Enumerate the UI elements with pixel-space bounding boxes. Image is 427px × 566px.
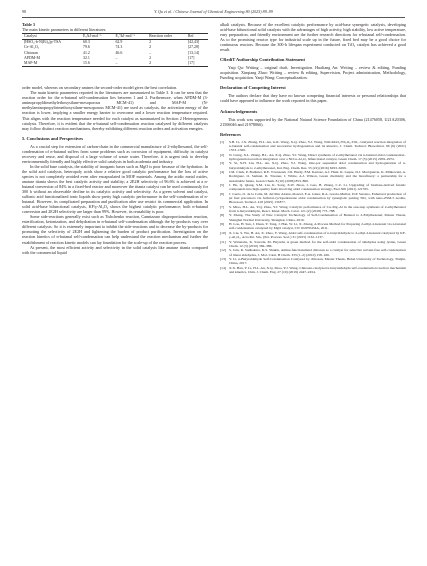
column-header: Catalyst bbox=[24, 34, 37, 38]
reference-number: [10] bbox=[220, 230, 226, 235]
body-paragraph: At present, the most efficient activity and selectivity in the solid catalysts like anatase titania compared with the commercial liquid bbox=[22, 244, 208, 255]
acknowledgements-heading: Acknowledgements bbox=[220, 108, 258, 114]
table-cell: [17] bbox=[187, 55, 195, 60]
references-heading: References bbox=[220, 131, 241, 137]
table-cell: [17] bbox=[187, 61, 195, 66]
reference-number: [11] bbox=[220, 239, 226, 244]
table-cell: [HSO₃-b-N(Et)₃]p-TSA bbox=[24, 40, 62, 45]
table-cell: 62.9 bbox=[115, 40, 123, 45]
table-cell: 2 bbox=[149, 55, 152, 60]
table-cell: APDM-M bbox=[24, 55, 40, 60]
reference-text: Y. Si, X.H. Liu, H.L. An, X.Q. Zhao, Y.J. Wang, One-pot sequential aldol condensation and hydrogenation of n-butyraldehyde to 2-ethylhexanol, Ind. Eng. Chem. Res. 55 (22) (2016) 6293–6299. bbox=[229, 161, 406, 170]
reference-number: [13] bbox=[220, 256, 226, 261]
table-cell: 74.3 bbox=[115, 45, 123, 50]
reference-text: X. Liu, S. Wu, H. An, X. Zhao, Y. Wang, Aldol self-condensation of n-butyraldehyde to 2-ethyl-2-hexenal catalyzed by KF-γ-Al₂O₃, Acta Pet. Sin., (Pet. Process. Sect.) 31 (2015) 1132–1137. bbox=[229, 230, 406, 240]
reference-number: [8] bbox=[220, 213, 225, 218]
reference-item bbox=[220, 140, 406, 153]
table-cell: 60.3 bbox=[83, 40, 90, 45]
body-paragraph: As a crucial step for extension of carbon-chain in the commercial manufacture of 2-ethylhexanol, the self-condensation of n-butanal suffers from some problems such as corrosion of equipment, difficulty in catalyst recovery and reuse, and disposal of a large volume of waste water. Therefore, it is urgent task to develop environmentally friendly and highly effective solid catalysts in both academia and industry. bbox=[22, 143, 208, 164]
reference-list bbox=[220, 140, 406, 275]
body-paragraph: In the solid base catalysts, the stability of inorganic bases such as MgO is poor because of the hydration. In the solid acid catalysts, heteropoly acids show a relative good catalytic performance but the loss of active species is not completely avoided even after encapsulated in MOF materials. Among the acidic metal oxides, anatase titania shows the best catalytic activity and stability; a 2E2H selectivity of 96.6% is achieved at a n-butanal conversion of 84% in a fixed-bed reactor and moreover the titania catalyst can be used continuously for 300 h without an observable decline in its catalytic activity and selectivity. As a green solvent and catalyst, sulfonic acid functionalized ionic liquids show pretty high catalytic performance in the self-condensation of n-butanal. However, its complicated preparation and purification after use restrict its commercial application. In solid acid-base bifunctional catalysts, KF/γ-Al₂O₃ shows the highest catalytic performance; both n-butanal conversion and 2E2H selectivity are larger than 99%. However, its reusability is poor. bbox=[22, 163, 208, 215]
running-header bbox=[22, 9, 405, 17]
reference-text: J. Cueto, O. de la Calle, M. del Mar Alonso-Doncel, E.A. Giner, R.A. García-Muñoz, D.P. Serrano, Enhanced production of jet fuel precursors via furfural-cyclopentanone aldol condensation by synergistic pairing TiO₂ with nano-ZSM-5 zeolite, Bioresour. Technol. 418 (2025) 131877. bbox=[229, 191, 406, 205]
reference-item bbox=[220, 170, 406, 183]
reference-item bbox=[220, 192, 406, 205]
table-row bbox=[22, 61, 208, 67]
reference-text: Y. Li, n-Butyraldehyde Self-Condensation Catalyzed by chitosan, Master Thesis, Hebei University of Technology, Tianjin, China, 2017. bbox=[229, 256, 406, 266]
reference-text: S. Jain, R. Sudhakara, K.S. Shukla, Amine-functionalized chitosan as a catalyst for selective solvent-free self-condensation of linear aldehydes, J. Mol. Catal. B Chem. 333 (1–2) (2010) 158–166. bbox=[229, 248, 406, 257]
section-heading: 5. Conclusions and Perspectives bbox=[22, 135, 84, 141]
right-column bbox=[220, 22, 406, 274]
column-header: Eₐ′/kJ·mol⁻¹ bbox=[115, 34, 135, 38]
table-cell: 32.1 bbox=[83, 55, 90, 60]
reference-number: [6] bbox=[220, 191, 225, 196]
reference-number: [14] bbox=[220, 265, 226, 270]
table-cell: [42,43] bbox=[187, 40, 200, 45]
reference-number: [9] bbox=[220, 222, 225, 227]
reference-text: N. Liang, X.L. Zhang, H.L. An, X.Q. Zhao, Y.J. Wang, Direct synthesis of 2-ethylhexanol via n-butanal aldol condensation–hydrogenation reaction integration over a Ni/Ce-Al₂O₃ bifunctional catalyst, Green Chem. 17 (5) (2015) 2959–2972. bbox=[229, 152, 406, 161]
reference-item bbox=[220, 222, 406, 231]
table-cell: MAP-M bbox=[24, 61, 38, 66]
credit-heading: CRediT Authorship Contribution Statement bbox=[220, 57, 306, 63]
reference-text: J.M. Clark, P. Bodinier, R.E. Townsend, J.D. Hardy, F.M. Kertesz, A.J. Hunt, R. Luque, D.J. MacQuarrie, K. Milkowski, A. Rodríguez, O. Samuel, R. Tavener, J. White, A.J. Wilson, Green chemistry and the biorefinery: a partnership for a sustainable future, Green Chem. 8 (10) (2006) 853–860. bbox=[229, 170, 406, 183]
body-paragraph: order model, whereas on secondary amines the second-order model gives the best correlation. bbox=[22, 85, 178, 91]
reference-text: S. Miao, H.L. An, Y.Q. Zhao, Y.J. Wang, Catalytic performance of Cu–Mg–Al in the one-step synthesis of 2-ethylhexanol from n-butyraldehyde, React. Kinet. Mech. Catal. 121 (2) (2018) 773–788. bbox=[229, 204, 406, 214]
table-subtitle: The main kinetic parameters in different literatures. bbox=[22, 27, 107, 32]
reference-item bbox=[220, 183, 406, 192]
reference-text: Y. Watanabe, K. Sawada, M. Hayashi, A green method for the self-aldol condensation of aldehydes using lysine, Green Chem. 12 (3) (2010) 384–386. bbox=[229, 239, 406, 248]
reference-item bbox=[220, 257, 406, 266]
table-cell: 46.6 bbox=[115, 50, 123, 55]
left-column bbox=[22, 22, 208, 255]
reference-item bbox=[220, 248, 406, 257]
body-paragraph: Some side-reactions generally exist such as Tishchenko reaction, Cannizzaro disproportionation reaction, esterification, ketonization, and dehydration in n-butanal self-condensation although the by-products vary over different catalysts. So it is extremely important to inhibit the side-reactions and to decrease the by-products for promoting the selectivity of 2E2H and lightening the burden of product purification. Investigation on the reaction kinetics of n-butanal self-condensation can help understand the reaction mechanism and further the establishment of reaction kinetic models can lay foundation for the scale-up of the reaction process. bbox=[22, 214, 208, 245]
reference-item bbox=[220, 205, 406, 214]
reference-number: [12] bbox=[220, 248, 226, 253]
reference-number: [4] bbox=[220, 170, 225, 175]
table-cell: – bbox=[115, 61, 118, 66]
table-cell: Ce-Al₂O₃ bbox=[24, 45, 40, 50]
reference-text: X.X. Han, Y. Li, H.L. An, X.Q. Zhao, Y.J. Wang, Chitosan-catalyzed n-butyraldehyde self-condensation reaction mechanism and kinetics, Chin. J. Chem. Eng. 27 (10) (2019) 2447–2454. bbox=[229, 265, 406, 274]
page-number: 98 bbox=[22, 9, 27, 14]
column-header: Ref. bbox=[187, 34, 195, 38]
column-header: Eₐ/kJ·mol⁻¹ bbox=[83, 34, 102, 38]
reference-number: [2] bbox=[220, 152, 225, 157]
reference-number: [1] bbox=[220, 139, 225, 144]
reference-text: H. Lou, H. Sun, J. Duan, Y. Tang, J. Han, W. Li, X. Zhang, A Process Method for Preparing 2-ethyl-2-hexenal via n-butanal self-condensation catalyzed by MgO catalyst, CN 102070454A, 2011. bbox=[229, 222, 406, 231]
reference-item bbox=[220, 161, 406, 170]
table-cell: [13,14] bbox=[187, 50, 200, 55]
reference-number: [3] bbox=[220, 161, 225, 166]
table-cell: 15.6 bbox=[83, 61, 90, 66]
reference-item bbox=[220, 240, 406, 249]
credit-statement: Yaqi Qu: Writing – original draft, Investigation. Hualiang An: Writing – review & editing, Funding acquisition. Xinqiang Zhao: Writing – review & editing, Supervision, Project administration, Methodology, Funding acquisition. Yanji Wang: Conceptualization. bbox=[220, 65, 406, 81]
body-paragraph: The main kinetic parameters reported in the literatures are summarized in Table 3. It can be seen that the reaction order for the n-butanal self-condensation lies between 1 and 2. Furthermore, when APDM-M (3-aminopropyldimethylethoxysilane-mesoporous MCM-41) and MAP-M (N-methylaminopropyltrimethoxysilane-mesoporous MCM-41) are used as catalysts, the activation energy of the reaction is lower, implying a smaller energy barrier to overcome and a lower reaction temperature required. This aligns with the reaction temperature needed for each catalyst as summarized in Section 2 Heterogeneous catalysts. Therefore, it is evident that the n-butanal self-condensation reaction catalyzed by different catalysts may follow distinct reaction mechanisms, thereby exhibiting different reaction orders and activation energies. bbox=[22, 90, 208, 131]
competing-interest-statement: The authors declare that they have no known competing financial interests or personal relationships that could have appeared to influence the work reported in this paper. bbox=[220, 93, 406, 104]
reference-item bbox=[220, 153, 406, 162]
table-cell: – bbox=[115, 55, 118, 60]
column-header: Reaction order bbox=[149, 34, 173, 38]
competing-interest-heading: Declaration of Competing Interest bbox=[220, 85, 286, 91]
reference-number: [5] bbox=[220, 183, 225, 188]
header-rule bbox=[22, 17, 405, 18]
reference-text: Y. Zhang, The Study of New Catalytic Technology of Self-Condensation of Butanal to 2-Ethylhexenal, Master Thesis, Shanghai Normal University, Shanghai, China, 2016. bbox=[229, 213, 406, 222]
table-cell: 2 bbox=[149, 61, 152, 66]
table-cell: [27,28] bbox=[187, 45, 200, 50]
table-caption: Table 3 bbox=[22, 22, 35, 27]
table-cell: 41.2 bbox=[83, 50, 90, 55]
table-cell: – bbox=[149, 50, 152, 55]
acknowledgements-text: This work was supported by the National Natural Science Foundation of China (21476058, U21A20306, 21506046 and 21978066). bbox=[220, 116, 406, 127]
reference-number: [7] bbox=[220, 204, 225, 209]
reference-text: S.B. Li, J.X. Zhang, H.L. An, G.R. Wang, X.Q. Zhao, Y.J. Wang, NiO-MoO₃/Nb₂O₅-TiO₂ catalyzed reaction integration of n-butanal self-condensation and successive hydrogenation and its kinetics, J. Chem. Technol. Biotechnol. 96 (6) (2021) 1553–1560. bbox=[229, 139, 406, 153]
journal-citation: Y. Qu et al. / Chinese Journal of Chemical Engineering 80 (2025) 89–99 bbox=[154, 9, 273, 14]
reference-item bbox=[220, 213, 406, 222]
reference-item bbox=[220, 266, 406, 275]
reference-item bbox=[220, 231, 406, 240]
table-cell: 2 bbox=[149, 45, 152, 50]
body-paragraph: alkali catalysts. Because of the excellent catalytic performance by acid-base synergetic catalysis, developing acid-base bifunctional solid catalysts with the advantages of high activity, high stability, low active temperature, easy preparation, and friendly environment are the further research directions for n-butanal self-condensation. As to the promising reactor type for industrial scale up in the future, fixed bed may be a good choice for continuous reactors. Because the 300-h lifespan experiment conducted on TiO₂ catalyst has achieved a good result. bbox=[220, 22, 406, 53]
table-cell: 2 bbox=[149, 40, 152, 45]
table-cell: 79.6 bbox=[83, 45, 90, 50]
reference-text: J. He, Q. Qiang, S.M. Liu, K. Song, X.W. Zhou, J. Guo, B. Zhang, C.Z. Li, Upgrading of biomass-derived furanic compounds into high-quality fuels involving aldol condensation strategy, Fuel 306 (2021) 121765. bbox=[229, 183, 406, 192]
kinetic-parameters-table bbox=[22, 33, 208, 67]
table-cell: Chitosan bbox=[24, 50, 38, 55]
